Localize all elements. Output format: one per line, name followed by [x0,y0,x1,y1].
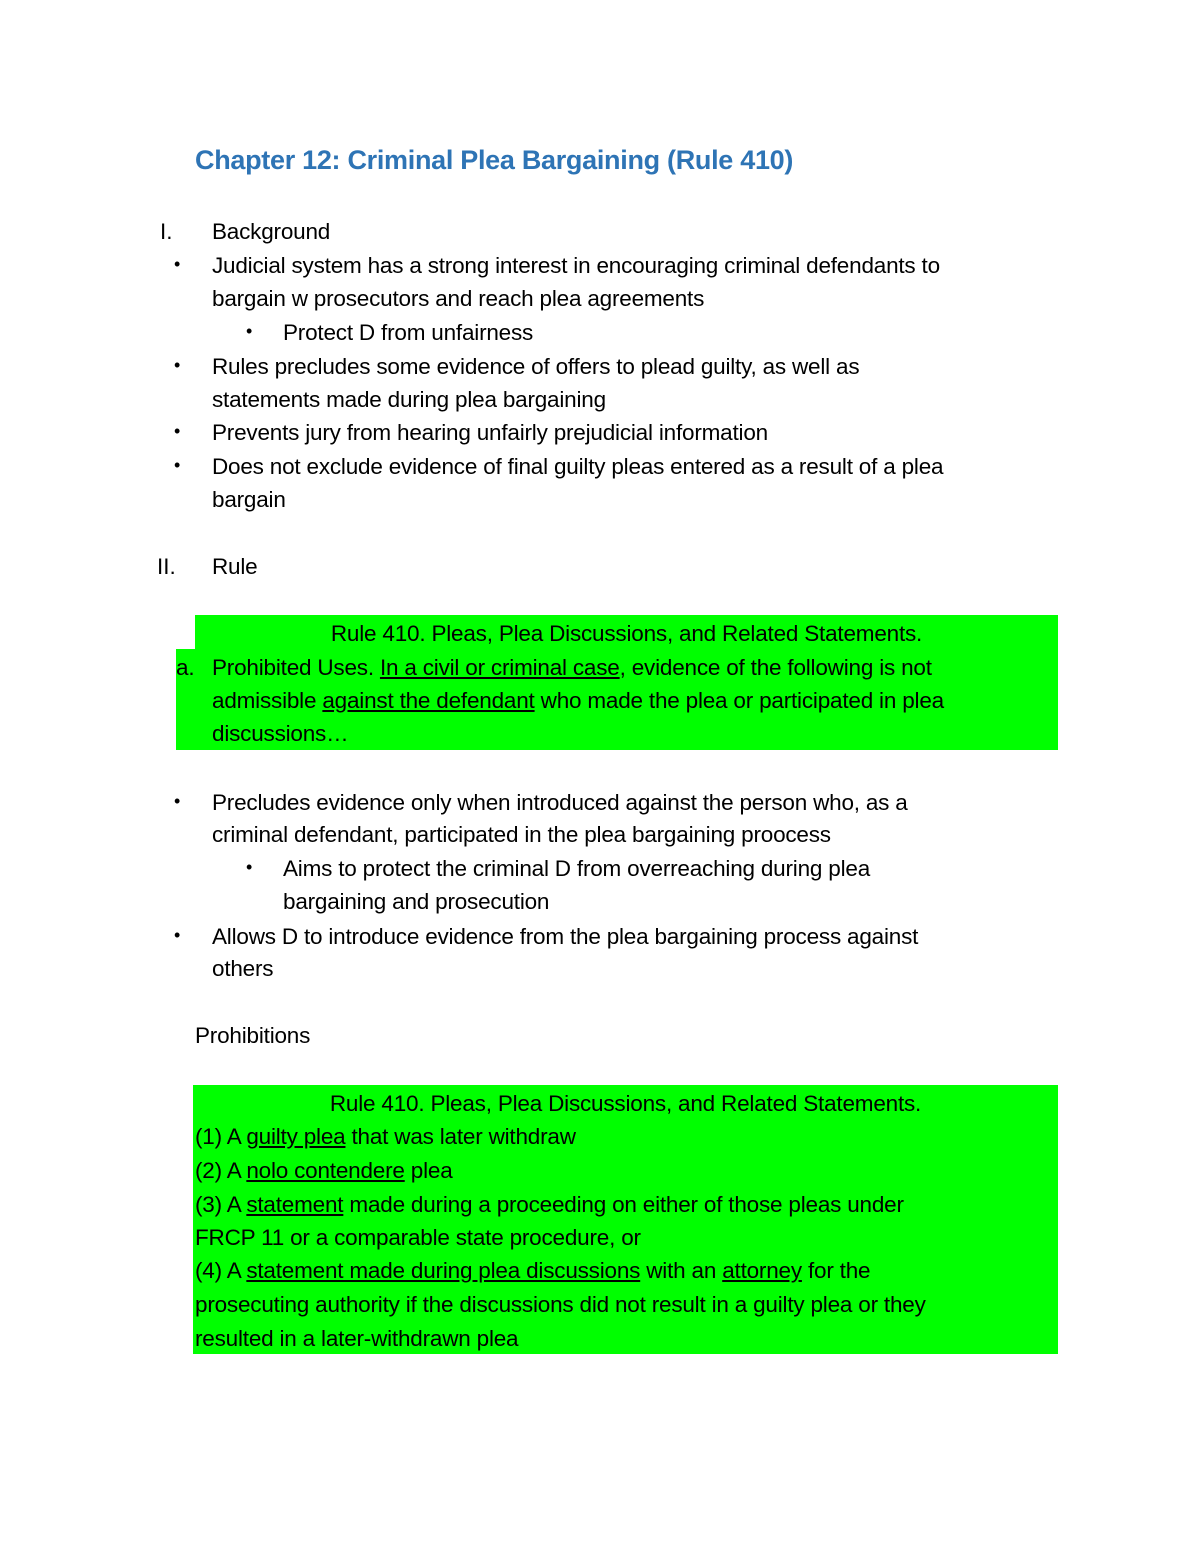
bullet-icon: • [174,254,181,274]
bullet-icon: • [246,321,253,341]
bullet-icon: • [174,791,181,811]
rule-item: FRCP 11 or a comparable state procedure, or [195,1225,641,1250]
page-title: Chapter 12: Criminal Plea Bargaining (Rule 410) [195,145,794,175]
rule-item: (3) A statement made during a proceeding on either of those pleas under [195,1192,904,1217]
list-item-text: Prevents jury from hearing unfairly prejudicial information [212,420,768,445]
list-item-text: Rules precludes some evidence of offers to plead guilty, as well as [212,354,860,379]
rule-item: (4) A statement made during plea discussions with an attorney for the [195,1258,871,1283]
section-heading: Background [212,219,331,244]
list-item-text: others [212,956,274,981]
bullet-icon: • [246,857,253,877]
list-item-text: bargain [212,487,286,512]
bullet-icon: • [174,421,181,441]
section-heading: Rule [212,554,258,579]
rule-item: (2) A nolo contendere plea [195,1158,453,1183]
section-numeral: II. [157,554,176,579]
bullet-icon: • [174,925,181,945]
list-item-text: Allows D to introduce evidence from the plea bargaining process against [212,924,919,949]
list-item-text: Precludes evidence only when introduced against the person who, as a [212,790,908,815]
section-numeral: I. [160,219,173,244]
list-subitem-text: bargaining and prosecution [283,889,550,914]
rule-item: resulted in a later-withdrawn plea [195,1326,519,1351]
list-item-text: bargain w prosecutors and reach plea agreements [212,286,705,311]
list-subitem-text: Protect D from unfairness [283,320,534,345]
rule-heading: Rule 410. Pleas, Plea Discussions, and Related Statements. [330,621,923,646]
subsection-heading: Prohibitions [195,1023,311,1048]
rule-heading: Rule 410. Pleas, Plea Discussions, and Related Statements. [329,1091,922,1116]
rule-item: prosecuting authority if the discussions did not result in a guilty plea or they [195,1292,926,1317]
rule-text: Prohibited Uses. In a civil or criminal case, evidence of the following is not [212,655,932,680]
list-subitem-text: Aims to protect the criminal D from overreaching during plea [283,856,871,881]
rule-text: admissible against the defendant who made the plea or participated in plea [212,688,944,713]
list-item-text: statements made during plea bargaining [212,387,606,412]
bullet-icon: • [174,455,181,475]
list-item-text: criminal defendant, participated in the plea bargaining proocess [212,822,831,847]
rule-text: discussions… [212,721,349,746]
bullet-icon: • [174,355,181,375]
list-item-text: Does not exclude evidence of final guilty pleas entered as a result of a plea [212,454,944,479]
list-item-text: Judicial system has a strong interest in encouraging criminal defendants to [212,253,940,278]
list-marker: a. [176,655,195,680]
rule-item: (1) A guilty plea that was later withdraw [195,1124,576,1149]
